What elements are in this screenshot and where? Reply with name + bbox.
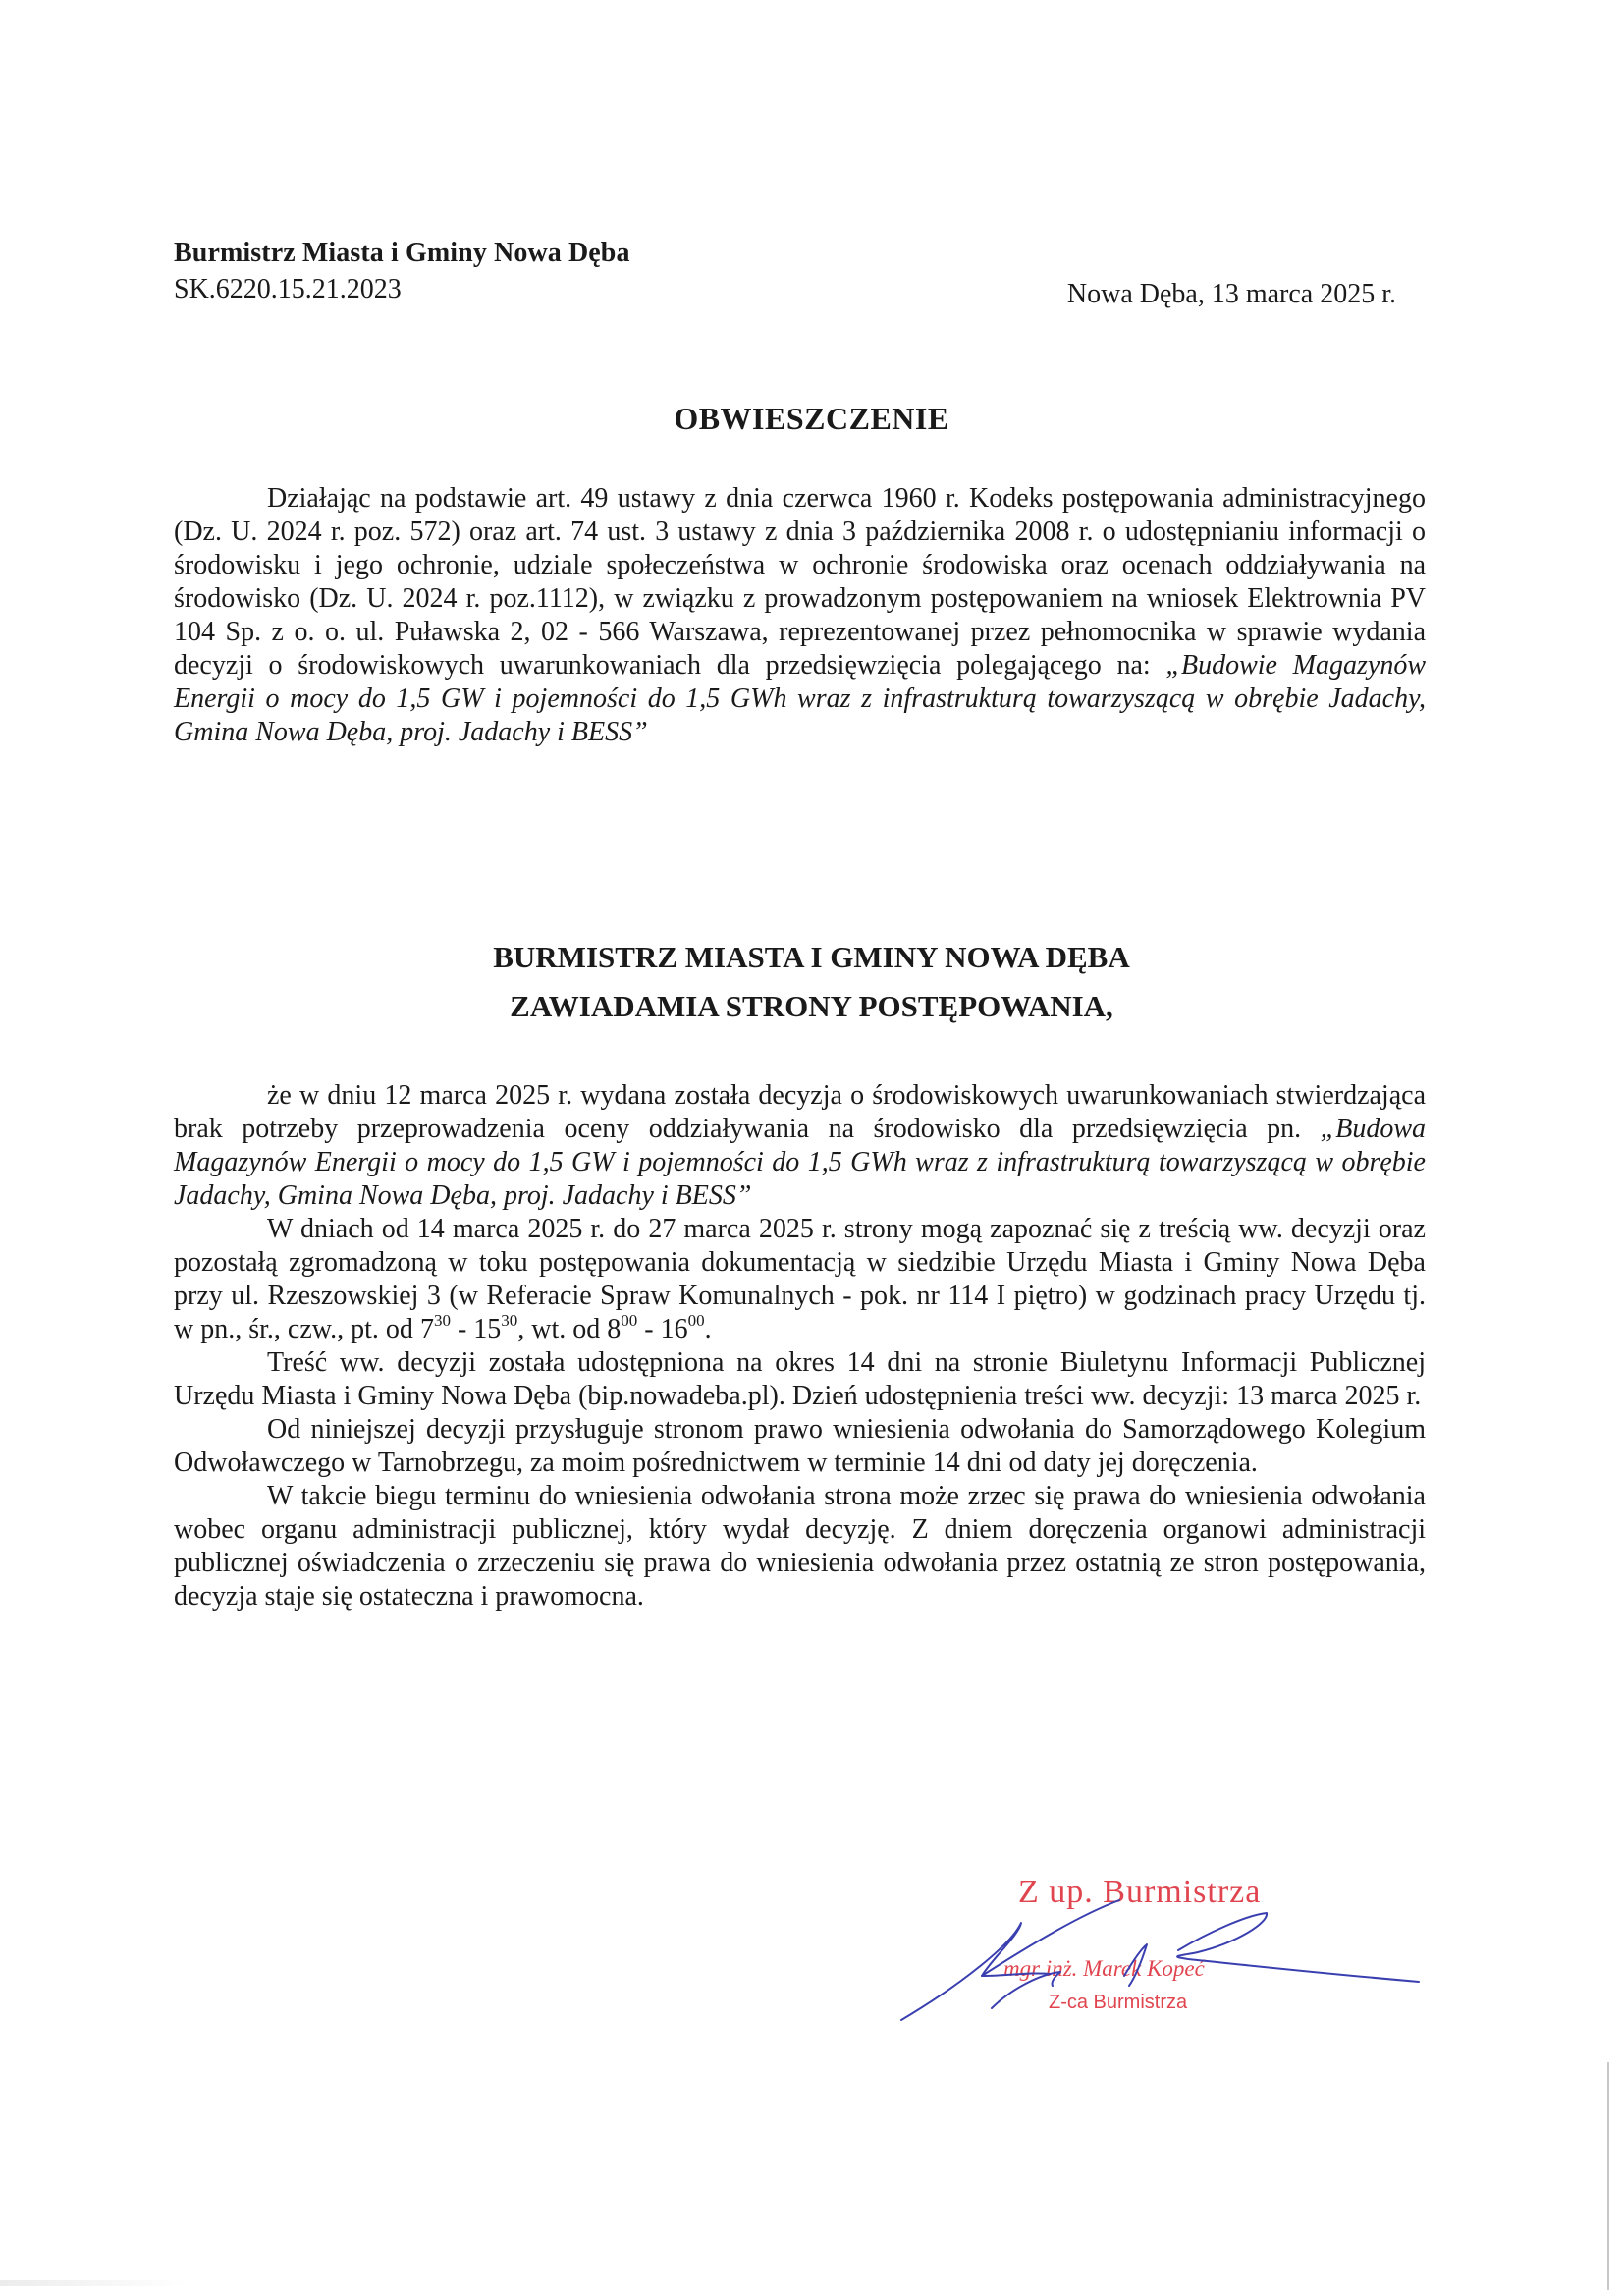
stamp-signatory-name: mgr inż. Marek Kopeć (1003, 1956, 1205, 1981)
announcement-heading-line1: BURMISTRZ MIASTA I GMINY NOWA DĘBA (493, 940, 1130, 974)
announcement-heading (0, 933, 1623, 1031)
scan-edge-line (1607, 2062, 1609, 2290)
hours-start-2: 8 (607, 1314, 622, 1344)
project-name-quote: „Budowie Magazynów Energii o mocy do 1,5 GW i pojemności do 1,5 GWh wraz z infrastrukturą towarzyszącą w obrębie Jadachy, Gmina Nowa Dęba, proj. Jadachy i BESS” (174, 650, 1426, 747)
hours-end-1: 15 (473, 1314, 502, 1344)
stamp-signatory-role: Z-ca Burmistrza (1049, 1992, 1188, 2013)
intro-paragraph-block (174, 482, 1426, 749)
hours-start-2-min: 00 (621, 1310, 638, 1330)
announcement-heading-line2: ZAWIADAMIA STRONY POSTĘPOWANIA, (510, 989, 1113, 1023)
intro-paragraph (174, 482, 1426, 749)
stamp-authority: Z up. Burmistrza (1018, 1874, 1262, 1910)
appeal-paragraph: Od niniejszej decyzji przysługuje stronom prawo wniesienia odwołania do Samorządowego Kolegium Odwoławczego w Tarnobrzegu, za moim pośrednictwem w terminie 14 dni od daty jej doręczenia. (174, 1414, 1426, 1478)
signature-stamp (884, 1866, 1473, 2062)
hours-start-1-min: 30 (433, 1310, 451, 1330)
place-and-date: Nowa Dęba, 13 marca 2025 r. (1066, 279, 1396, 309)
publication-paragraph: Treść ww. decyzji została udostępniona na okres 14 dni na stronie Biuletynu Informacji Publicznej Urzędu Miasta i Gminy Nowa Dęba (bip.nowadeba.pl). Dzień udostępnienia treści ww. decyzji: 13 marca 2025 r. (174, 1347, 1426, 1411)
inspection-text: W dniach od 14 marca 2025 r. do 27 marca 2025 r. strony mogą zapoznać się z treścią ww. decyzji oraz pozostałą zgromadzoną w toku postępowania dokumentacją w siedzibie Urzędu Miasta i Gminy Nowa Dęba przy ul. Rzeszowskiej 3 (w Referacie Spraw Komunalnych - pok. nr 114 I piętro) w godzinach pracy Urzędu tj. w pn., śr., czw., pt. od (174, 1214, 1426, 1344)
hours-end-2-min: 00 (687, 1310, 705, 1330)
reference-number: SK.6220.15.21.2023 (174, 274, 402, 304)
decision-text: że w dniu 12 marca 2025 r. wydana została decyzja o środowiskowych uwarunkowaniach stwierdzająca brak potrzeby przeprowadzenia oceny oddziaływania na środowisko dla przedsięwzięcia pn. (174, 1080, 1426, 1144)
document-title: OBWIESZCZENIE (674, 401, 949, 436)
hours-end-punct: . (704, 1314, 712, 1344)
hours-end-2: 16 (660, 1314, 688, 1344)
inspection-paragraph (174, 1213, 1426, 1346)
intro-text: Działając na podstawie art. 49 ustawy z dnia czerwca 1960 r. Kodeks postępowania administracyjnego (Dz. U. 2024 r. poz. 572) oraz art. 74 ust. 3 ustawy z dnia 3 października 2008 r. o udostępnianiu informacji o środowisku i jego ochronie, udziale społeczeństwa w ochronie środowiska oraz ocenach oddziaływania na środowisko (Dz. U. 2024 r. poz.1112), w związku z prowadzonym postępowaniem na wniosek Elektrownia PV 104 Sp. z o. o. ul. Puławska 2, 02 - 566 Warszawa, reprezentowanej przez pełnomocnika w sprawie wydania decyzji o środowiskowych uwarunkowaniach dla przedsięwzięcia polegającego na: (174, 483, 1426, 681)
scan-smudge (0, 2280, 187, 2286)
announcement-body (174, 1079, 1426, 1613)
hours-separator: - (450, 1314, 474, 1344)
hours-end-1-min: 30 (501, 1310, 518, 1330)
decision-paragraph (174, 1079, 1426, 1213)
hours-separator: - (637, 1314, 661, 1344)
tuesday-label: , wt. od (517, 1314, 608, 1344)
hours-start-1: 7 (419, 1314, 434, 1344)
issuing-authority: Burmistrz Miasta i Gminy Nowa Dęba (174, 238, 630, 268)
waiver-paragraph: W takcie biegu terminu do wniesienia odwołania strona może zrzec się prawa do wniesienia odwołania wobec organu administracji publicznej, który wydał decyzję. Z dniem doręczenia organowi administracji publicznej oświadczenia o zrzeczeniu się prawa do wniesienia odwołania przez ostatnią ze stron postępowania, decyzja staje się ostateczna i prawomocna. (174, 1481, 1426, 1612)
handwritten-signature-icon (884, 1866, 1473, 2062)
decision-project-quote: „Budowa Magazynów Energii o mocy do 1,5 GW i pojemności do 1,5 GWh wraz z infrastrukturą towarzyszącą w obrębie Jadachy, Gmina Nowa Dęba, proj. Jadachy i BESS” (174, 1114, 1426, 1211)
